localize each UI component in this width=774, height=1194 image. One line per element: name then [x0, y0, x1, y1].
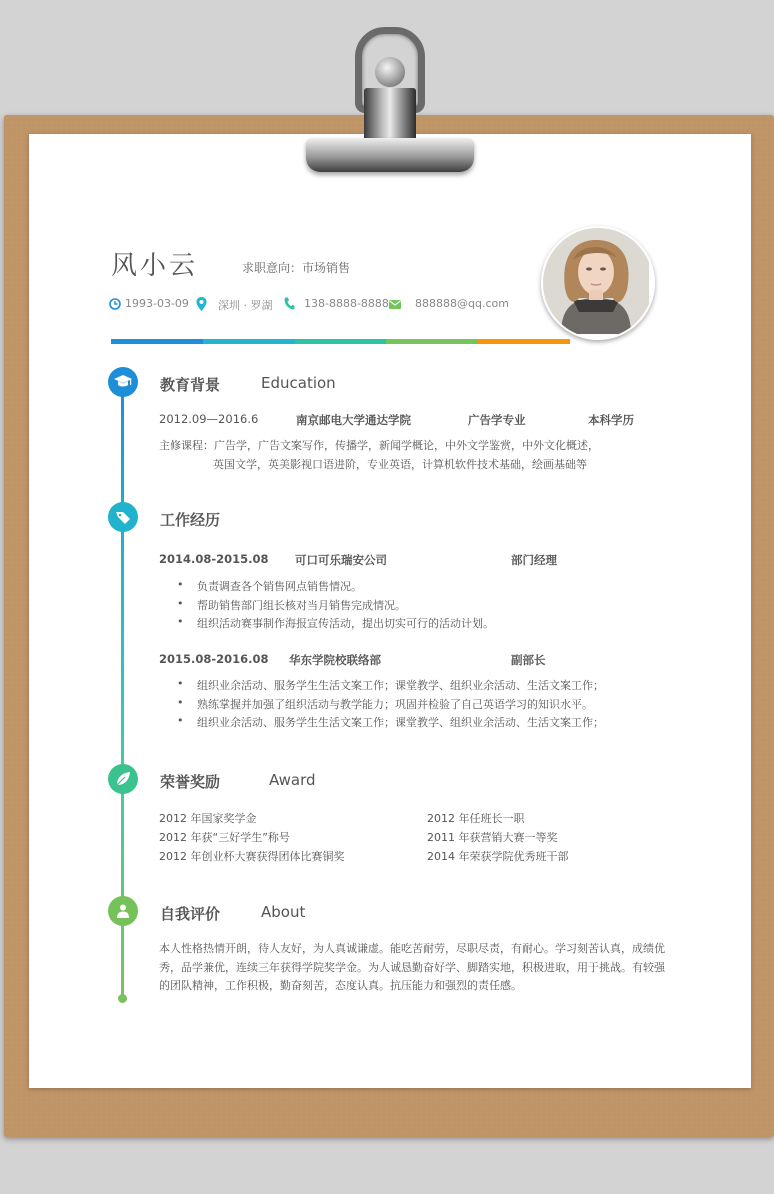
- job-1-role: 部门经理: [511, 553, 557, 567]
- award-left-1: 2012 年国家奖学金: [159, 812, 257, 825]
- job-1-period: 2014.08-2015.08: [159, 552, 269, 566]
- award-title: 荣誉奖励: [160, 773, 221, 791]
- job-1-bullet-2: • 帮助销售部门组长核对当月销售完成情况。: [197, 597, 406, 613]
- location-pin-icon: [196, 297, 207, 311]
- clip-knob: [375, 57, 405, 87]
- award-right-1: 2012 年任班长一职: [427, 812, 525, 825]
- courses-line-2: 英国文学，英美影视口语进阶，专业英语，计算机软件技术基础，绘画基础等: [213, 458, 587, 471]
- about-text: 本人性格热情开朗，待人友好，为人真诚谦虚。能吃苦耐劳，尽职尽责，有耐心。学习刻苦认真，成绩优秀，品学兼优，连续三年获得学院奖学金。为人诚恳勤奋好学、脚踏实地，积极进取，用于挑战。有较强的团队精神，工作积极，勤奋刻苦，态度认真。抗压能力和强烈的责任感。: [159, 942, 665, 992]
- phone-icon: [284, 297, 295, 310]
- job-2-role: 副部长: [511, 653, 546, 667]
- person-icon: [115, 903, 131, 919]
- work-title: 工作经历: [160, 511, 221, 529]
- resume-name: 风小云: [111, 251, 199, 281]
- education-node: [108, 367, 138, 397]
- education-major: 广告学专业: [468, 413, 526, 427]
- job-1-bullet-3: • 组织活动赛事制作海报宣传活动，提出切实可行的活动计划。: [197, 615, 494, 631]
- education-title: 教育背景: [160, 376, 221, 394]
- about-node: [108, 896, 138, 926]
- phone-number: 138-8888-8888: [304, 297, 389, 310]
- birth-date: 1993-03-09: [125, 297, 189, 310]
- award-left-3: 2012 年创业杯大赛获得团体比赛铜奖: [159, 850, 345, 863]
- email-icon: [389, 300, 401, 309]
- job-2-bullet-1: • 组织业余活动、服务学生生活文案工作；课堂教学、组织业余活动、生活文案工作；: [197, 677, 604, 693]
- timeline-end-dot: [118, 994, 127, 1003]
- courses-line-1: 主修课程：广告学，广告文案写作，传播学，新闻学概论，中外文学鉴赏，中外文化概述，: [159, 439, 599, 452]
- work-node: [108, 502, 138, 532]
- job-2-bullet-3: • 组织业余活动、服务学生生活文案工作；课堂教学、组织业余活动、生活文案工作；: [197, 714, 604, 730]
- job-1-company: 可口可乐瑞安公司: [295, 553, 387, 567]
- tag-icon: [115, 509, 131, 525]
- award-left-2: 2012 年获“三好学生”称号: [159, 831, 290, 844]
- clock-icon: [109, 298, 121, 310]
- color-bar-segment-1: [111, 339, 203, 344]
- award-title-en: Award: [269, 771, 316, 789]
- leaf-icon: [115, 771, 131, 787]
- education-courses: [159, 436, 619, 474]
- color-bar-segment-5: [478, 339, 570, 344]
- award-right-3: 2014 年荣获学院优秀班干部: [427, 850, 569, 863]
- education-school: 南京邮电大学通达学院: [296, 413, 411, 427]
- email-address: 888888@qq.com: [415, 297, 509, 310]
- education-degree: 本科学历: [588, 413, 634, 427]
- job-2-bullet-2: • 熟练掌握并加强了组织活动与教学能力；巩固并检验了自己英语学习的知识水平。: [197, 696, 593, 712]
- color-bar-segment-2: [203, 339, 295, 344]
- education-title-en: Education: [261, 374, 336, 392]
- color-bar-segment-3: [295, 339, 387, 344]
- job-2-company: 华东学院校联络部: [289, 653, 381, 667]
- location: 深圳 · 罗湖: [218, 299, 273, 312]
- award-node: [108, 764, 138, 794]
- education-period: 2012.09—2016.6: [159, 412, 259, 426]
- about-title: 自我评价: [160, 905, 221, 923]
- award-right-2: 2011 年获营销大赛一等奖: [427, 831, 558, 844]
- color-bar: [111, 339, 570, 344]
- binder-clip: [306, 138, 474, 172]
- job-1-bullet-1: • 负责调查各个销售网点销售情况。: [197, 578, 362, 594]
- profile-photo: [541, 226, 655, 340]
- color-bar-segment-4: [386, 339, 478, 344]
- about-title-en: About: [261, 903, 306, 921]
- graduation-cap-icon: [114, 375, 132, 389]
- job-2-period: 2015.08-2016.08: [159, 652, 269, 666]
- job-intent: 求职意向：市场销售: [242, 261, 351, 275]
